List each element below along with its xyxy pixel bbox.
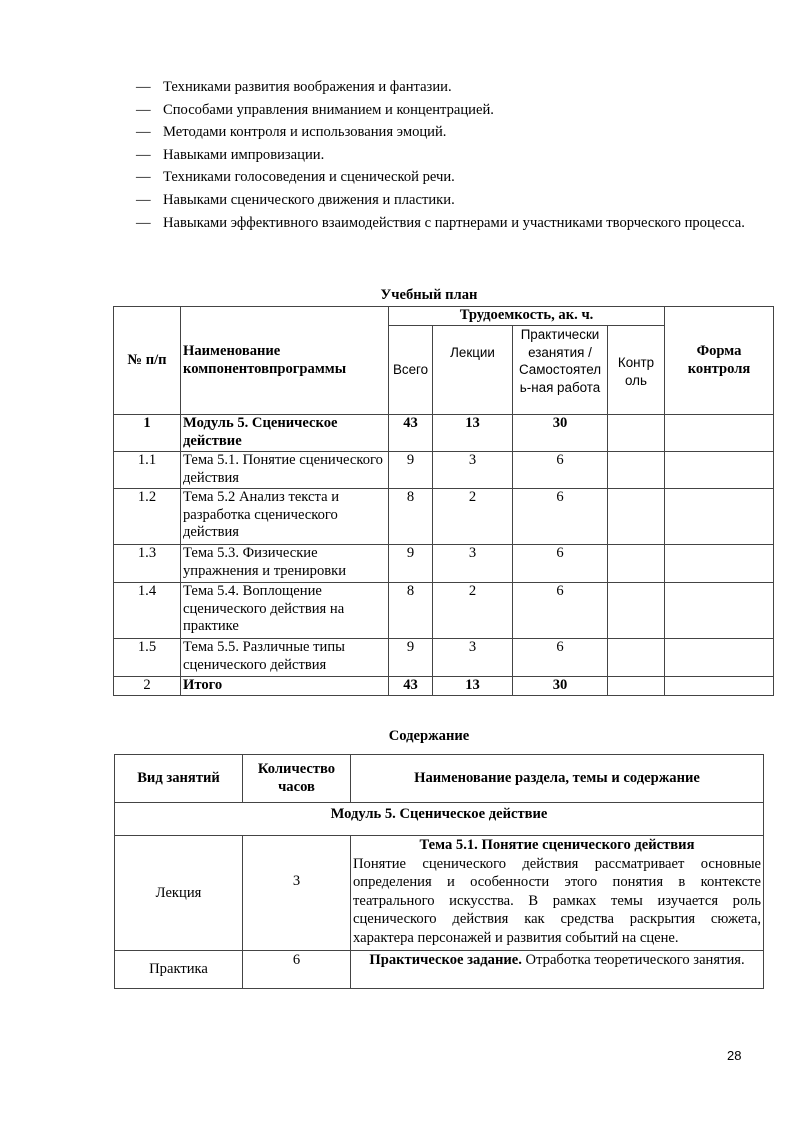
list-item-text: Навыками импровизации. bbox=[163, 146, 325, 163]
cell-practice: 6 bbox=[513, 545, 608, 583]
header-hours: Количество часов bbox=[243, 755, 351, 803]
topic-text: Понятие сценического действия рассматривает основные определения и особенности этого понятия в контексте театрального искусства. В рамках темы изучается роль сценического действия как средства раскрытия сюжета, характера персонажей и развития событий на сцене. bbox=[353, 855, 761, 946]
cell-control bbox=[608, 489, 665, 545]
cell-total: 9 bbox=[389, 639, 433, 677]
cell-num: 1 bbox=[114, 415, 181, 452]
cell-name: Итого bbox=[181, 677, 389, 696]
table-row bbox=[115, 951, 764, 989]
cell-lectures: 3 bbox=[433, 452, 513, 489]
cell-desc bbox=[351, 951, 764, 989]
list-item-text: Методами контроля и использования эмоций. bbox=[163, 124, 447, 141]
header-lectures: Лекции bbox=[433, 326, 513, 415]
cell-name: Тема 5.5. Различные типы сценического действия bbox=[181, 639, 389, 677]
cell-form bbox=[665, 639, 774, 677]
cell-form bbox=[665, 583, 774, 639]
cell-name: Модуль 5. Сценическое действие bbox=[181, 415, 389, 452]
cell-practice: 6 bbox=[513, 639, 608, 677]
page-number: 28 bbox=[727, 1048, 742, 1063]
cell-num: 1.4 bbox=[114, 583, 181, 639]
cell-practice: 6 bbox=[513, 452, 608, 489]
header-total: Всего bbox=[389, 326, 433, 415]
cell-hours: 6 bbox=[243, 951, 351, 989]
dash: — bbox=[136, 101, 151, 118]
cell-type: Лекция bbox=[115, 836, 243, 951]
cell-num: 1.1 bbox=[114, 452, 181, 489]
cell-form bbox=[665, 415, 774, 452]
cell-num: 1.5 bbox=[114, 639, 181, 677]
cell-control bbox=[608, 545, 665, 583]
dash: — bbox=[136, 79, 151, 95]
cell-lectures: 3 bbox=[433, 545, 513, 583]
skills-list bbox=[136, 76, 756, 234]
topic-title: Тема 5.1. Понятие сценического действия bbox=[419, 837, 695, 853]
cell-control bbox=[608, 452, 665, 489]
cell-form bbox=[665, 677, 774, 696]
table-header-row bbox=[115, 755, 764, 803]
cell-name: Тема 5.3. Физические упражнения и тренировки bbox=[181, 545, 389, 583]
list-item bbox=[136, 121, 756, 144]
cell-num: 2 bbox=[114, 677, 181, 696]
list-item bbox=[136, 99, 756, 122]
cell-lectures: 3 bbox=[433, 639, 513, 677]
list-item-text: Навыками эффективного взаимодействия с партнерами и участниками творческого процесса. bbox=[163, 214, 745, 231]
cell-name: Тема 5.1. Понятие сценического действия bbox=[181, 452, 389, 489]
dash: — bbox=[136, 169, 151, 186]
table-row bbox=[115, 836, 764, 951]
header-form: Форма контроля bbox=[665, 307, 774, 415]
cell-total: 8 bbox=[389, 583, 433, 639]
table-row-total bbox=[114, 677, 774, 696]
cell-total: 43 bbox=[389, 677, 433, 696]
study-plan-title: Учебный план bbox=[380, 287, 478, 303]
cell-control bbox=[608, 583, 665, 639]
table-header-row bbox=[114, 307, 774, 326]
study-plan-table bbox=[113, 306, 774, 696]
module-title: Модуль 5. Сценическое действие bbox=[115, 803, 764, 836]
list-item-text: Способами управления вниманием и концентрацией. bbox=[163, 101, 494, 118]
header-control: Контр оль bbox=[608, 326, 665, 415]
cell-desc bbox=[351, 836, 764, 951]
header-name: Наименование компонентовпрограммы bbox=[181, 307, 389, 415]
table-row bbox=[114, 545, 774, 583]
list-item bbox=[136, 76, 756, 99]
cell-num: 1.3 bbox=[114, 545, 181, 583]
cell-practice: 6 bbox=[513, 489, 608, 545]
cell-num: 1.2 bbox=[114, 489, 181, 545]
cell-lectures: 13 bbox=[433, 677, 513, 696]
cell-hours: 3 bbox=[243, 836, 351, 951]
cell-form bbox=[665, 545, 774, 583]
list-item bbox=[136, 212, 756, 235]
header-type: Вид занятий bbox=[115, 755, 243, 803]
cell-type: Практика bbox=[115, 951, 243, 989]
cell-practice: 30 bbox=[513, 677, 608, 696]
dash: — bbox=[136, 146, 151, 163]
cell-form bbox=[665, 452, 774, 489]
list-item-text: Техниками развития воображения и фантазии. bbox=[163, 79, 452, 95]
table-row bbox=[114, 639, 774, 677]
content-title: Содержание bbox=[388, 728, 470, 744]
cell-total: 43 bbox=[389, 415, 433, 452]
cell-name: Тема 5.4. Воплощение сценического действия на практике bbox=[181, 583, 389, 639]
list-item bbox=[136, 144, 756, 167]
cell-control bbox=[608, 639, 665, 677]
cell-total: 9 bbox=[389, 545, 433, 583]
list-item-text: Навыками сценического движения и пластики. bbox=[163, 191, 455, 208]
list-item-text: Техниками голосоведения и сценической речи. bbox=[163, 169, 455, 186]
cell-name: Тема 5.2 Анализ текста и разработка сценического действия bbox=[181, 489, 389, 545]
table-row bbox=[114, 489, 774, 545]
dash: — bbox=[136, 124, 151, 141]
content-table bbox=[114, 754, 764, 989]
cell-control bbox=[608, 415, 665, 452]
cell-total: 8 bbox=[389, 489, 433, 545]
header-labor: Трудоемкость, ак. ч. bbox=[389, 307, 665, 326]
cell-lectures: 2 bbox=[433, 583, 513, 639]
header-num: № п/п bbox=[114, 307, 181, 415]
cell-form bbox=[665, 489, 774, 545]
cell-control bbox=[608, 677, 665, 696]
dash: — bbox=[136, 191, 151, 208]
cell-lectures: 2 bbox=[433, 489, 513, 545]
cell-lectures: 13 bbox=[433, 415, 513, 452]
list-item bbox=[136, 189, 756, 212]
table-row bbox=[114, 415, 774, 452]
table-row bbox=[114, 583, 774, 639]
cell-practice: 6 bbox=[513, 583, 608, 639]
header-desc: Наименование раздела, темы и содержание bbox=[351, 755, 764, 803]
task-label: Практическое задание. bbox=[369, 952, 522, 968]
header-practice: Практически езанятия / Самостоятел ь-ная работа bbox=[513, 326, 608, 415]
cell-practice: 30 bbox=[513, 415, 608, 452]
dash: — bbox=[136, 214, 151, 231]
task-text: Отработка теоретического занятия. bbox=[521, 952, 745, 968]
module-row bbox=[115, 803, 764, 836]
table-row bbox=[114, 452, 774, 489]
cell-total: 9 bbox=[389, 452, 433, 489]
list-item bbox=[136, 166, 756, 189]
